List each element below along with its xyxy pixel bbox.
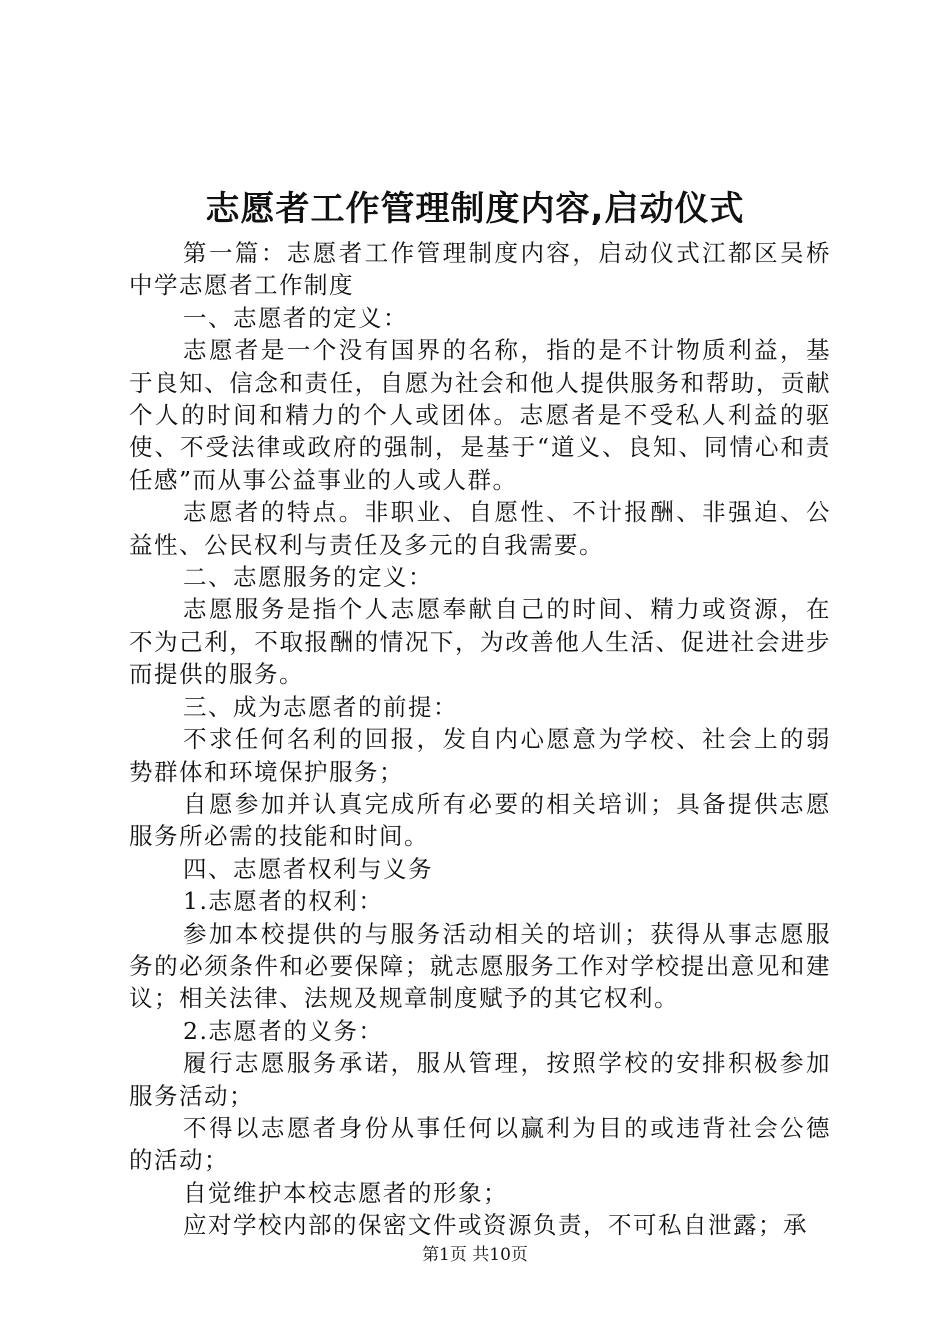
paragraph: 第一篇：志愿者工作管理制度内容，启动仪式江都区吴桥中学志愿者工作制度	[129, 239, 831, 300]
paragraph: 不得以志愿者身份从事任何以赢利为目的或违背社会公德的活动；	[129, 1113, 831, 1175]
paragraph: 应对学校内部的保密文件或资源负责，不可私自泄露；承	[183, 1211, 808, 1240]
paragraph: 参加本校提供的与服务活动相关的培训；获得从事志愿服务的必须条件和必要保障；就志愿服务工作对学校提出意见和建议；相关法律、法规及规章制度赋予的其它权利。	[129, 919, 831, 1013]
subsection-heading: 2.志愿者的义务：	[183, 1016, 384, 1045]
paragraph: 自愿参加并认真完成所有必要的相关培训；具备提供志愿服务所必需的技能和时间。	[129, 789, 831, 851]
document-body	[129, 237, 831, 1242]
paragraph: 不求任何名利的回报，发自内心愿意为学校、社会上的弱势群体和环境保护服务；	[129, 725, 831, 786]
paragraph: 志愿者的特点。非职业、自愿性、不计报酬、非强迫、公益性、公民权利与责任及多元的自我需要。	[129, 498, 831, 559]
subsection-heading: 1.志愿者的权利：	[183, 887, 384, 916]
document-title: 志愿者工作管理制度内容,启动仪式	[205, 189, 745, 229]
section-heading: 一、志愿者的定义：	[183, 303, 408, 332]
paragraph: 志愿服务是指个人志愿奉献自己的时间、精力或资源，在不为己利，不取报酬的情况下，为改善他人生活、促进社会进步而提供的服务。	[129, 595, 831, 689]
paragraph: 志愿者是一个没有国界的名称，指的是不计物质利益，基于良知、信念和责任，自愿为社会和他人提供服务和帮助，贡献个人的时间和精力的个人或团体。志愿者是不受私人利益的驱使、不受法律或政府的强制，是基于“道义、良知、同情心和责任感”而从事公益事业的人或人群。	[129, 336, 831, 494]
section-heading: 四、志愿者权利与义务	[183, 854, 433, 883]
page-footer: 第1页 共10页	[422, 1245, 528, 1265]
paragraph: 履行志愿服务承诺，服从管理，按照学校的安排积极参加服务活动；	[129, 1049, 831, 1110]
paragraph: 自觉维护本校志愿者的形象；	[183, 1178, 508, 1207]
section-heading: 二、志愿服务的定义：	[183, 563, 433, 592]
section-heading: 三、成为志愿者的前提：	[183, 692, 458, 721]
